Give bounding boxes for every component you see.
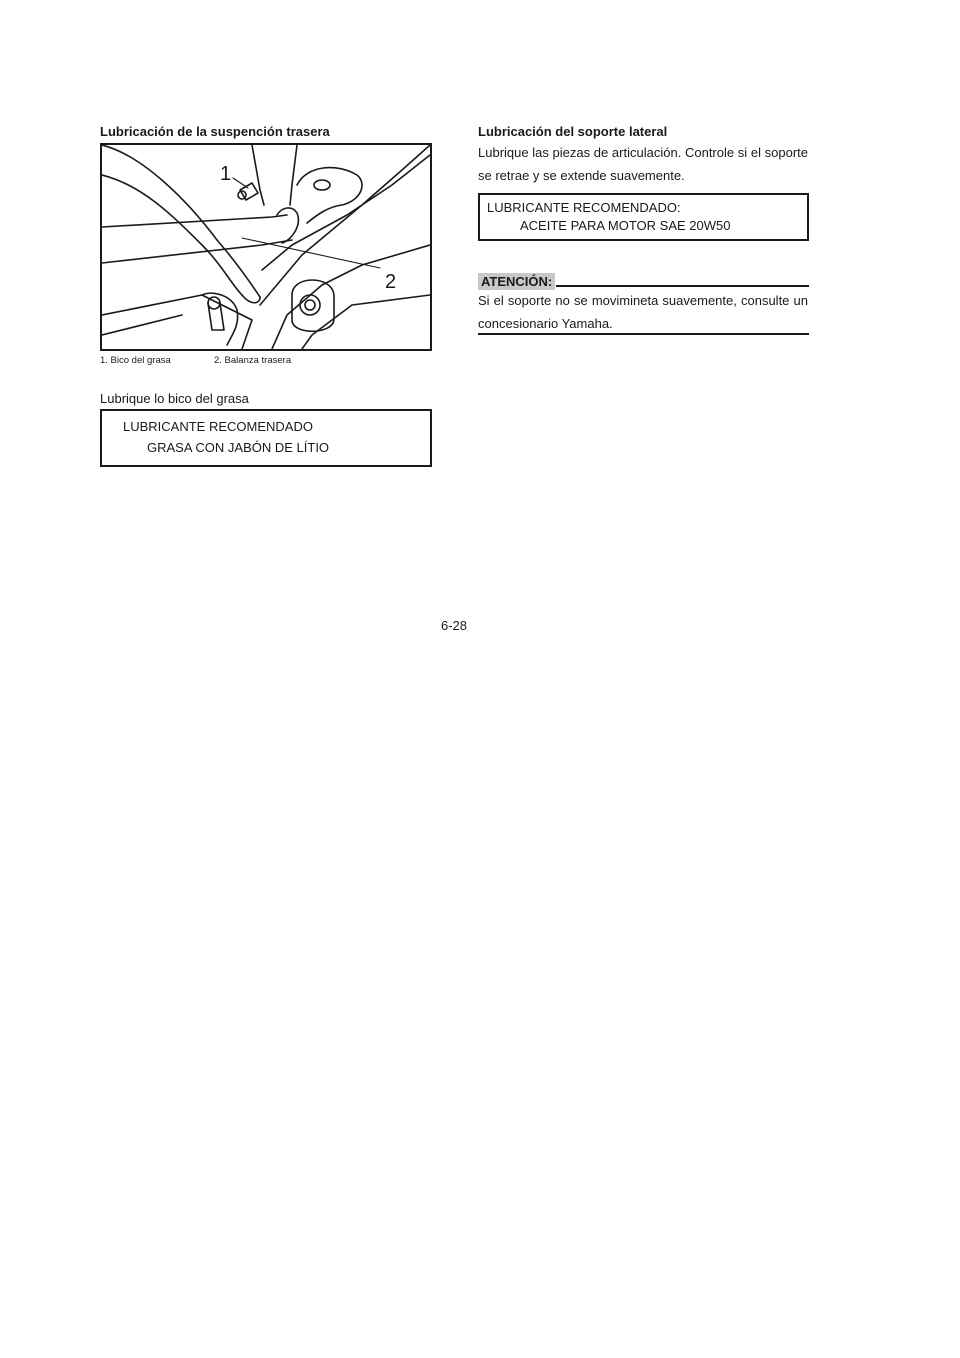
right-body-line-1: Lubrique las piezas de articulación. Controle si el soporte — [478, 145, 808, 160]
right-lubricant-title: LUBRICANTE RECOMENDADO: — [487, 200, 681, 215]
attention-bottom-rule — [478, 333, 809, 335]
right-lubricant-box — [478, 193, 809, 241]
right-lubricant-value: ACEITE PARA MOTOR SAE 20W50 — [520, 218, 731, 233]
left-instruction-text: Lubrique lo bico del grasa — [100, 391, 249, 406]
attention-line-1: Si el soporte no se movimineta suavemente, consulte un — [478, 293, 808, 308]
callout-number-2: 2 — [385, 271, 397, 293]
attention-label: ATENCIÓN: — [478, 273, 555, 290]
left-lubricant-box — [100, 409, 432, 467]
rear-suspension-illustration — [100, 143, 432, 351]
right-body-line-2: se retrae y se extende suavemente. — [478, 168, 685, 183]
left-lubricant-title: LUBRICANTE RECOMENDADO — [123, 419, 313, 434]
left-lubricant-value: GRASA CON JABÓN DE LÍTIO — [147, 440, 330, 455]
figure-caption-2: 2. Balanza trasera — [214, 355, 292, 366]
attention-line-2: concesionario Yamaha. — [478, 316, 613, 331]
callout-number-1: 1 — [220, 163, 232, 185]
right-section-heading: Lubricación del soporte lateral — [478, 124, 668, 139]
page-number: 6-28 — [440, 618, 468, 633]
figure-caption-1: 1. Bico del grasa — [100, 355, 171, 366]
left-section-heading: Lubricación de la suspención trasera — [100, 124, 330, 139]
rear-suspension-drawing — [102, 145, 430, 349]
attention-top-rule — [556, 285, 809, 287]
